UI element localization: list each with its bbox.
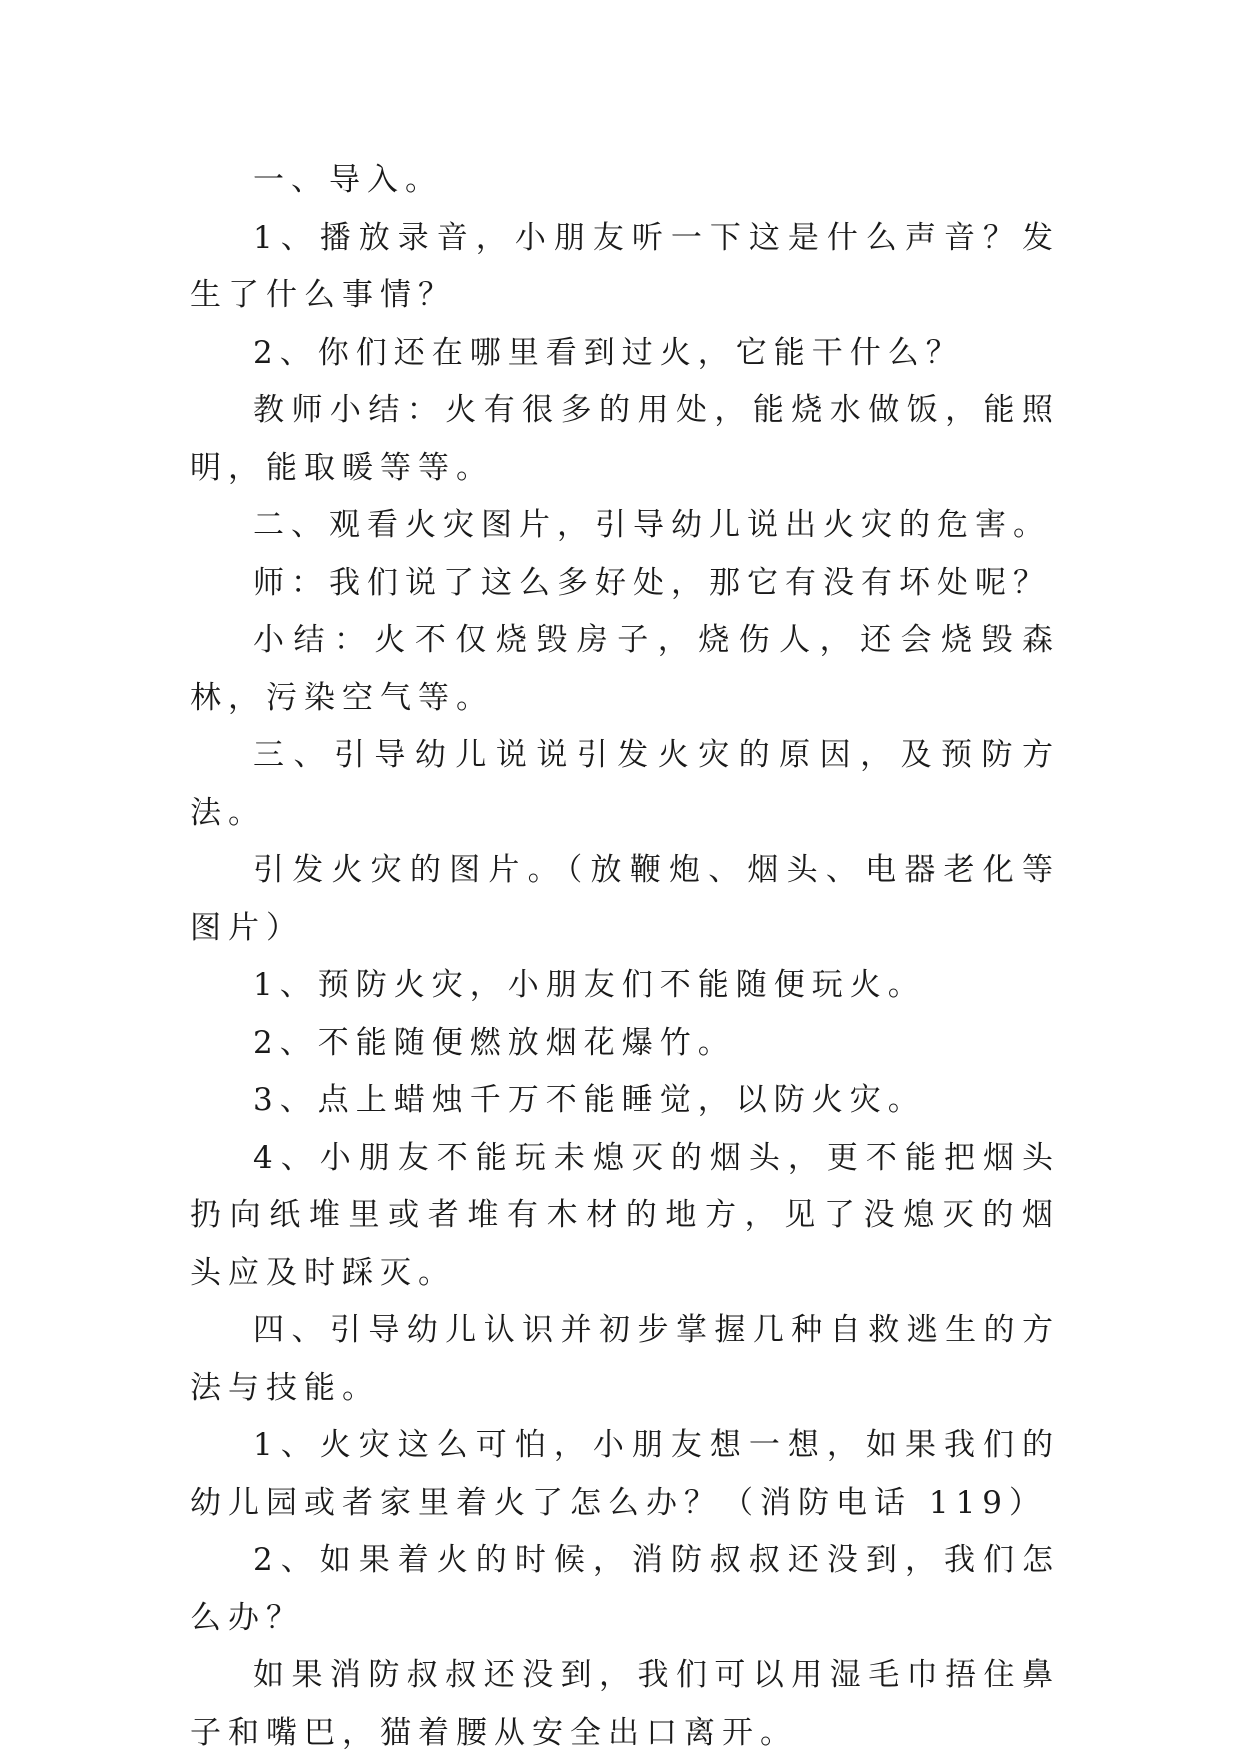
paragraph-escape-2: 2、如果着火的时候，消防叔叔还没到，我们怎么办？ <box>190 1542 1060 1636</box>
paragraph-prevention-3: 3、点上蜡烛千万不能睡觉，以防火灾。 <box>253 1082 926 1118</box>
document-body <box>190 152 1060 1762</box>
paragraph-teacher-question: 师：我们说了这么多好处，那它有没有坏处呢？ <box>253 564 1051 601</box>
paragraph-prevention-4: 4、小朋友不能玩未熄灭的烟头，更不能把烟头扔向纸堆里或者堆有木材的地方，见了没熄灭的烟头应及时踩灭。 <box>190 1139 1060 1291</box>
paragraph-section-three-heading: 三、引导幼儿说说引发火灾的原因，及预防方法。 <box>190 737 1060 831</box>
paragraph-fire-cause-pictures: 引发火灾的图片。（放鞭炮、烟头、电器老化等图片） <box>190 852 1060 946</box>
paragraph-play-recording: 1、播放录音，小朋友听一下这是什么声音？发生了什么事情？ <box>190 219 1060 313</box>
paragraph-intro-heading: 一、导入。 <box>253 162 443 198</box>
paragraph-teacher-summary: 教师小结：火有很多的用处，能烧水做饭，能照明，能取暖等等。 <box>190 392 1060 486</box>
paragraph-prevention-2: 2、不能随便燃放烟花爆竹。 <box>253 1024 736 1061</box>
paragraph-summary-harms: 小结：火不仅烧毁房子，烧伤人，还会烧毁森林，污染空气等。 <box>190 622 1060 716</box>
paragraph-escape-1: 1、火灾这么可怕，小朋友想一想，如果我们的幼儿园或者家里着火了怎么办？（消防电话 119） <box>190 1427 1060 1521</box>
paragraph-escape-method: 如果消防叔叔还没到，我们可以用湿毛巾捂住鼻子和嘴巴，猫着腰从安全出口离开。 <box>190 1657 1060 1751</box>
paragraph-prevention-1: 1、预防火灾，小朋友们不能随便玩火。 <box>253 967 926 1003</box>
paragraph-section-four-heading: 四、引导幼儿认识并初步掌握几种自救逃生的方法与技能。 <box>190 1312 1060 1406</box>
paragraph-where-seen-fire: 2、你们还在哪里看到过火，它能干什么？ <box>253 334 964 371</box>
paragraph-section-two-heading: 二、观看火灾图片，引导幼儿说出火灾的危害。 <box>253 507 1051 543</box>
